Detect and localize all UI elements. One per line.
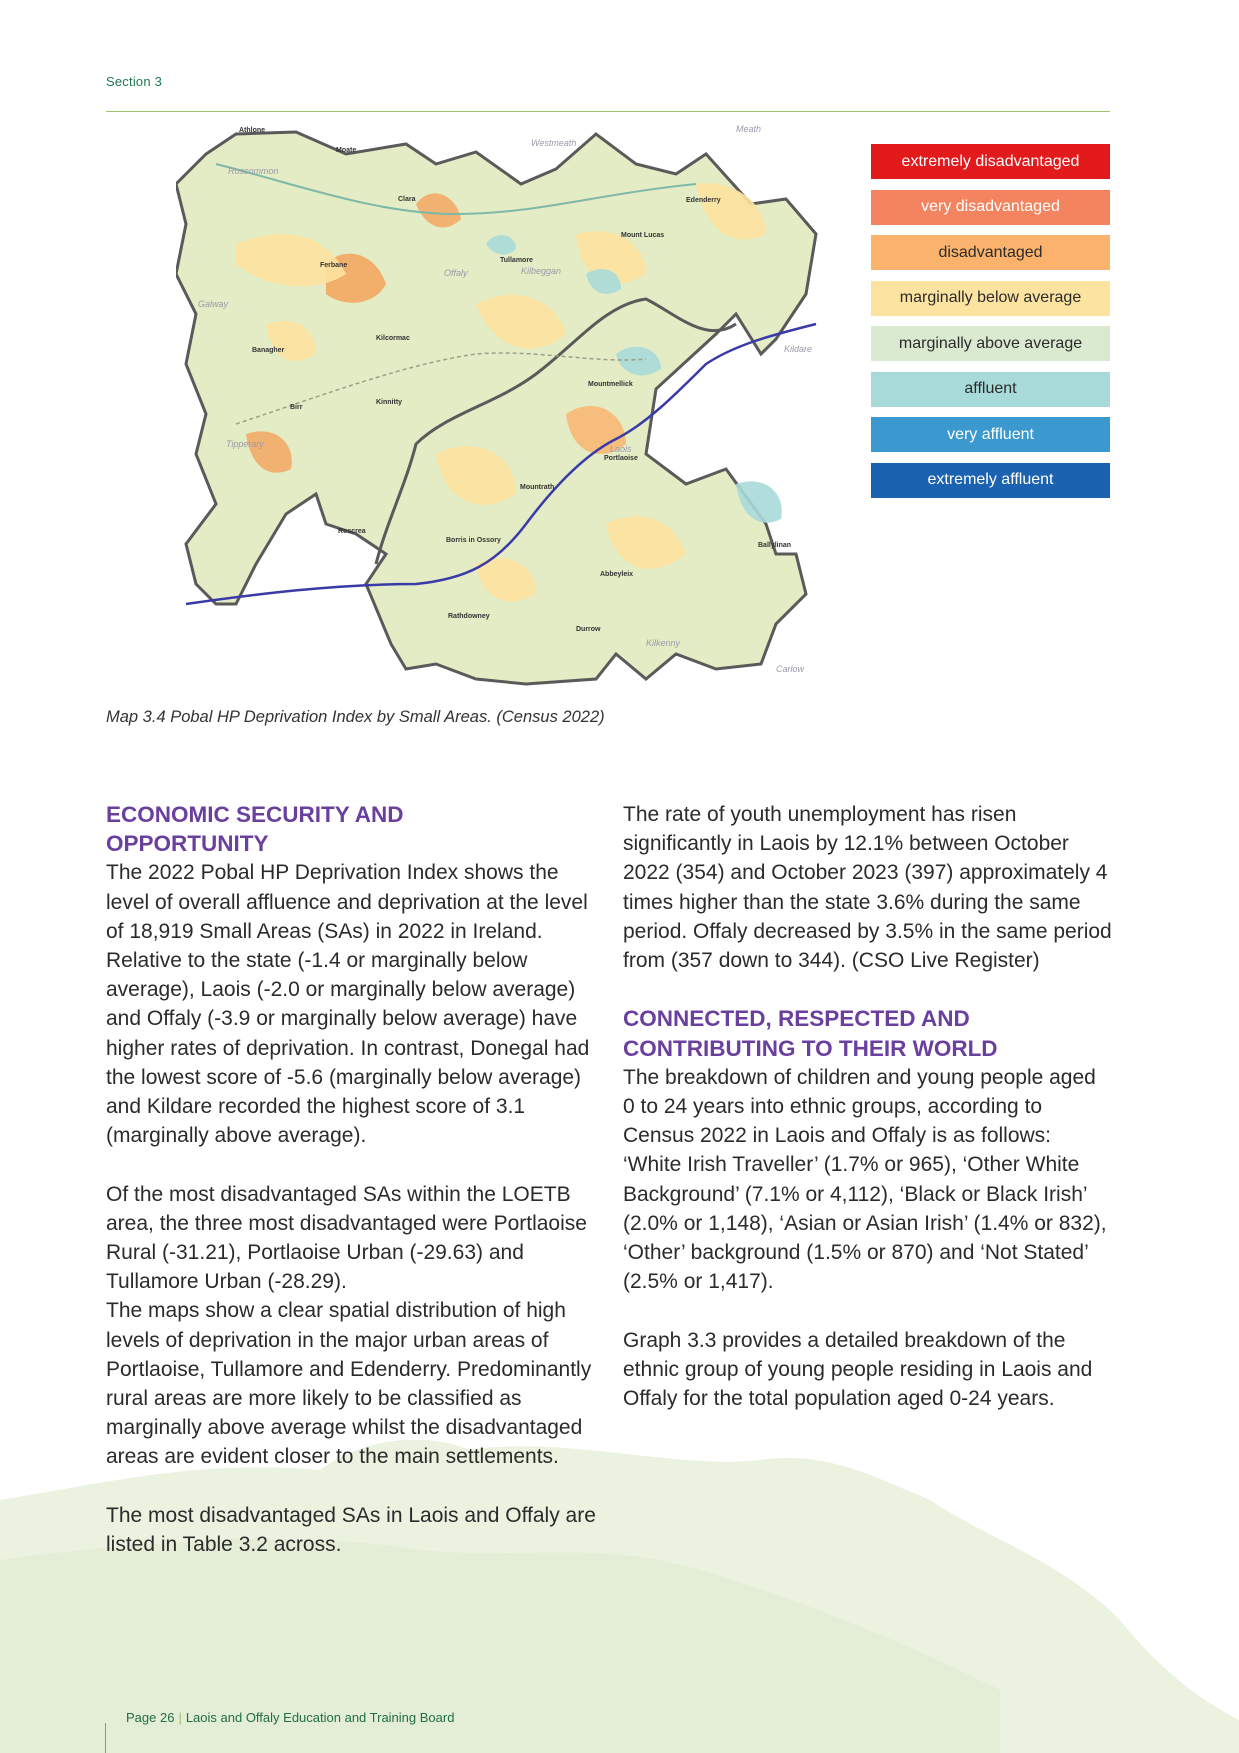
place-label: Kilcormac <box>376 335 410 342</box>
region-label: Galway <box>198 299 229 309</box>
region-label: Meath <box>736 124 762 134</box>
region-label: Tipperary <box>226 439 264 449</box>
place-label: Mount Lucas <box>621 232 665 239</box>
place-label: Abbeyleix <box>600 571 634 578</box>
heading-line: CONTRIBUTING TO THEIR WORLD <box>623 1035 998 1061</box>
place-label: Banagher <box>252 347 285 354</box>
right-column <box>623 800 1113 1413</box>
heading-line: CONNECTED, RESPECTED AND <box>623 1006 970 1032</box>
body-paragraph: Of the most disadvantaged SAs within the LOETB area, the three most disadvantaged were Portlaoise Rural (-31.21), Portlaoise Urban (-29.63) and Tullamore Urban (-28.29). <box>106 1182 587 1294</box>
place-label: Mountmellick <box>588 381 633 388</box>
place-label: Moate <box>336 147 357 154</box>
place-label: Birr <box>290 404 303 411</box>
legend-item: marginally below average <box>871 281 1110 316</box>
region-label: Laois <box>610 444 632 454</box>
place-label: Ferbane <box>320 262 348 269</box>
section-heading-economic <box>106 800 604 858</box>
legend-item: disadvantaged <box>871 235 1110 270</box>
place-label: Athlone <box>239 127 266 134</box>
footer-separator: | <box>178 1710 182 1725</box>
region-label: Roscommon <box>228 166 279 176</box>
place-label: Roscrea <box>338 528 366 535</box>
heading-line: OPPORTUNITY <box>106 831 269 857</box>
map-caption: Map 3.4 Pobal HP Deprivation Index by Small Areas. (Census 2022) <box>106 708 605 726</box>
region-label: Kilkenny <box>646 638 681 648</box>
region-label: Kilbeggan <box>521 266 562 276</box>
footer-rule <box>105 1723 106 1753</box>
legend-item: extremely disadvantaged <box>871 144 1110 179</box>
body-paragraph: The breakdown of children and young people aged 0 to 24 years into ethnic groups, according to Census 2022 in Laois and Offaly is as follows: ‘White Irish Traveller’ (1.7% or 965), ‘Other White Background’ (7.1% or 4,112), ‘Black or Black Irish’ (2.0% or 1,148), ‘Asian or Asian Irish’ (1.4% or 832), ‘Other’ background (1.5% or 870) and ‘Not Stated’ (2.5% or 1,417). <box>623 1065 1107 1294</box>
header-divider <box>106 111 1110 112</box>
place-label: Mountrath <box>520 484 555 491</box>
place-label: Portlaoise <box>604 455 638 462</box>
place-label: Tullamore <box>500 257 533 264</box>
place-label: Ballylinan <box>758 542 792 549</box>
place-label: Kinnitty <box>376 399 403 406</box>
legend-item: very disadvantaged <box>871 190 1110 225</box>
body-paragraph: The most disadvantaged SAs in Laois and Offaly are listed in Table 3.2 across. <box>106 1503 596 1557</box>
region-label: Offaly <box>444 268 468 278</box>
legend-item: marginally above average <box>871 326 1110 361</box>
region-label: Westmeath <box>531 138 577 148</box>
legend-item: affluent <box>871 372 1110 407</box>
region-label: Kildare <box>784 344 813 354</box>
organisation-name: Laois and Offaly Education and Training Board <box>185 1710 455 1725</box>
page-footer <box>126 1710 454 1725</box>
place-label: Durrow <box>576 626 601 633</box>
body-paragraph: The maps show a clear spatial distribution of high levels of deprivation in the major urban areas of Portlaoise, Tullamore and Edenderry. Predominantly rural areas are more likely to be classified as marginally above average whilst the disadvantaged areas are evident closer to the main settlements. <box>106 1299 592 1469</box>
body-paragraph: The rate of youth unemployment has risen significantly in Laois by 12.1% between October 2022 (354) and October 2023 (397) approximately 4 times higher than the state 3.6% during the same period. Offaly decreased by 3.5% in the same period from (357 down to 344). (CSO Live Register) <box>623 803 1112 973</box>
body-paragraph: The 2022 Pobal HP Deprivation Index shows the level of overall affluence and deprivation at the level of 18,919 Small Areas (SAs) in 2022 in Ireland. Relative to the state (-1.4 or marginally below average), Laois (-2.0 or marginally below average) and Offaly (-3.9 or marginally below average) have higher rates of deprivation. In contrast, Donegal had the lowest score of -5.6 (marginally below average) and Kildare recorded the highest score of 3.1 (marginally above average). <box>106 861 590 1148</box>
page-number: Page 26 <box>126 1710 175 1725</box>
map-legend <box>871 144 1110 508</box>
heading-line: ECONOMIC SECURITY AND <box>106 802 404 827</box>
deprivation-map <box>176 124 852 686</box>
legend-item: extremely affluent <box>871 463 1110 498</box>
left-column <box>106 800 604 1559</box>
region-label: Carlow <box>776 664 805 674</box>
place-label: Rathdowney <box>448 613 490 620</box>
section-heading-connected <box>623 1004 1113 1062</box>
section-label: Section 3 <box>106 74 163 89</box>
place-label: Edenderry <box>686 197 721 204</box>
legend-item: very affluent <box>871 417 1110 452</box>
place-label: Clara <box>398 196 416 203</box>
body-paragraph: Graph 3.3 provides a detailed breakdown of the ethnic group of young people residing in Laois and Offaly for the total population aged 0-24 years. <box>623 1328 1093 1411</box>
place-label: Borris in Ossory <box>446 537 501 544</box>
